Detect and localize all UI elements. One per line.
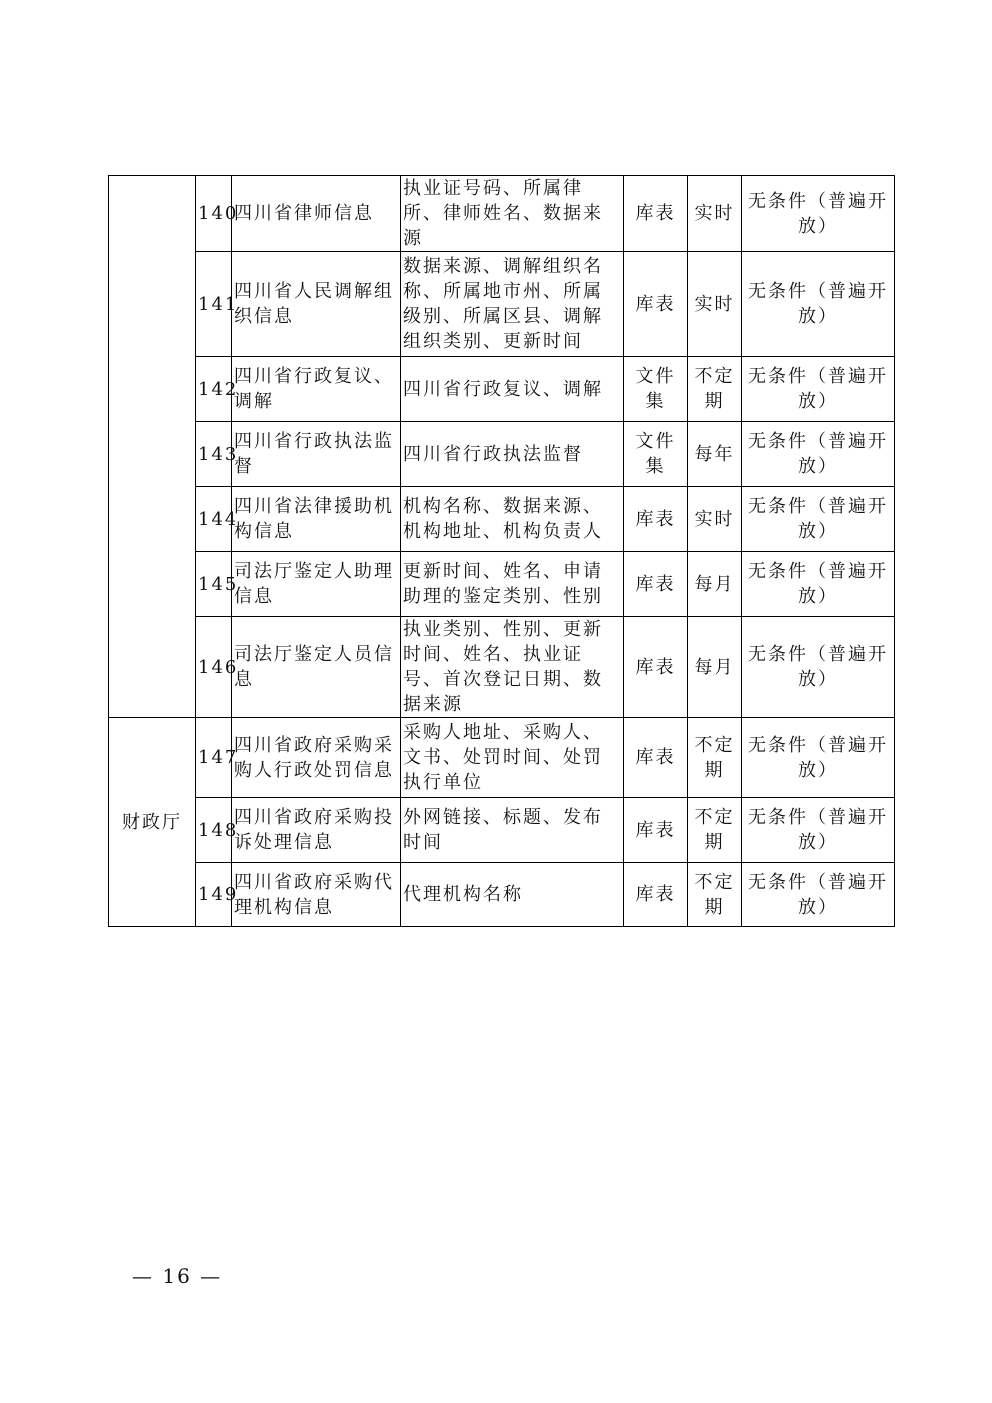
data-fields: 更新时间、姓名、申请助理的鉴定类别、性别 (401, 552, 624, 617)
resource-type: 库表 (624, 798, 688, 863)
update-frequency: 不定期 (688, 357, 742, 422)
table-row (109, 617, 895, 718)
update-frequency: 每月 (688, 552, 742, 617)
row-number: 140 (196, 176, 232, 252)
open-condition: 无条件（普遍开放） (742, 718, 895, 798)
row-number: 145 (196, 552, 232, 617)
resource-type: 库表 (624, 176, 688, 252)
row-number: 141 (196, 252, 232, 357)
open-condition: 无条件（普遍开放） (742, 176, 895, 252)
resource-name: 司法厅鉴定人助理信息 (232, 552, 401, 617)
open-condition: 无条件（普遍开放） (742, 863, 895, 927)
update-frequency: 不定期 (688, 718, 742, 798)
data-fields: 外网链接、标题、发布时间 (401, 798, 624, 863)
table-row (109, 487, 895, 552)
resource-name: 司法厅鉴定人员信息 (232, 617, 401, 718)
resource-type: 库表 (624, 552, 688, 617)
table-row (109, 357, 895, 422)
resource-name: 四川省法律援助机构信息 (232, 487, 401, 552)
resource-name: 四川省律师信息 (232, 176, 401, 252)
update-frequency: 实时 (688, 487, 742, 552)
data-fields: 四川省行政执法监督 (401, 422, 624, 487)
data-fields: 四川省行政复议、调解 (401, 357, 624, 422)
resource-type: 库表 (624, 252, 688, 357)
open-condition: 无条件（普遍开放） (742, 798, 895, 863)
resource-type: 库表 (624, 617, 688, 718)
open-condition: 无条件（普遍开放） (742, 252, 895, 357)
row-number: 146 (196, 617, 232, 718)
resource-name: 四川省人民调解组织信息 (232, 252, 401, 357)
data-fields: 数据来源、调解组织名称、所属地市州、所属级别、所属区县、调解组织类别、更新时间 (401, 252, 624, 357)
open-condition: 无条件（普遍开放） (742, 617, 895, 718)
update-frequency: 不定期 (688, 863, 742, 927)
row-number: 142 (196, 357, 232, 422)
table-row (109, 176, 895, 252)
open-condition: 无条件（普遍开放） (742, 422, 895, 487)
resource-name: 四川省行政执法监督 (232, 422, 401, 487)
resource-type: 库表 (624, 718, 688, 798)
resource-name: 四川省政府采购投诉处理信息 (232, 798, 401, 863)
row-number: 143 (196, 422, 232, 487)
table-row (109, 798, 895, 863)
page-number: — 16 — (132, 1264, 223, 1288)
resource-type: 库表 (624, 863, 688, 927)
update-frequency: 不定期 (688, 798, 742, 863)
data-fields: 执业证号码、所属律所、律师姓名、数据来源 (401, 176, 624, 252)
resource-name: 四川省政府采购代理机构信息 (232, 863, 401, 927)
open-condition: 无条件（普遍开放） (742, 487, 895, 552)
row-number: 148 (196, 798, 232, 863)
resource-type: 文件集 (624, 357, 688, 422)
data-fields: 机构名称、数据来源、机构地址、机构负责人 (401, 487, 624, 552)
update-frequency: 每年 (688, 422, 742, 487)
open-condition: 无条件（普遍开放） (742, 552, 895, 617)
catalog-table (108, 175, 895, 927)
table-row (109, 718, 895, 798)
data-fields: 代理机构名称 (401, 863, 624, 927)
resource-type: 库表 (624, 487, 688, 552)
resource-name: 四川省政府采购采购人行政处罚信息 (232, 718, 401, 798)
resource-name: 四川省行政复议、调解 (232, 357, 401, 422)
update-frequency: 实时 (688, 176, 742, 252)
row-number: 149 (196, 863, 232, 927)
open-condition: 无条件（普遍开放） (742, 357, 895, 422)
data-fields: 采购人地址、采购人、文书、处罚时间、处罚执行单位 (401, 718, 624, 798)
table-row (109, 863, 895, 927)
resource-type: 文件集 (624, 422, 688, 487)
dept-cell (109, 176, 196, 718)
table-row (109, 422, 895, 487)
update-frequency: 实时 (688, 252, 742, 357)
data-fields: 执业类别、性别、更新时间、姓名、执业证号、首次登记日期、数据来源 (401, 617, 624, 718)
table-row (109, 252, 895, 357)
table-row (109, 552, 895, 617)
update-frequency: 每月 (688, 617, 742, 718)
row-number: 147 (196, 718, 232, 798)
dept-cell-caizheng: 财政厅 (109, 718, 196, 927)
row-number: 144 (196, 487, 232, 552)
